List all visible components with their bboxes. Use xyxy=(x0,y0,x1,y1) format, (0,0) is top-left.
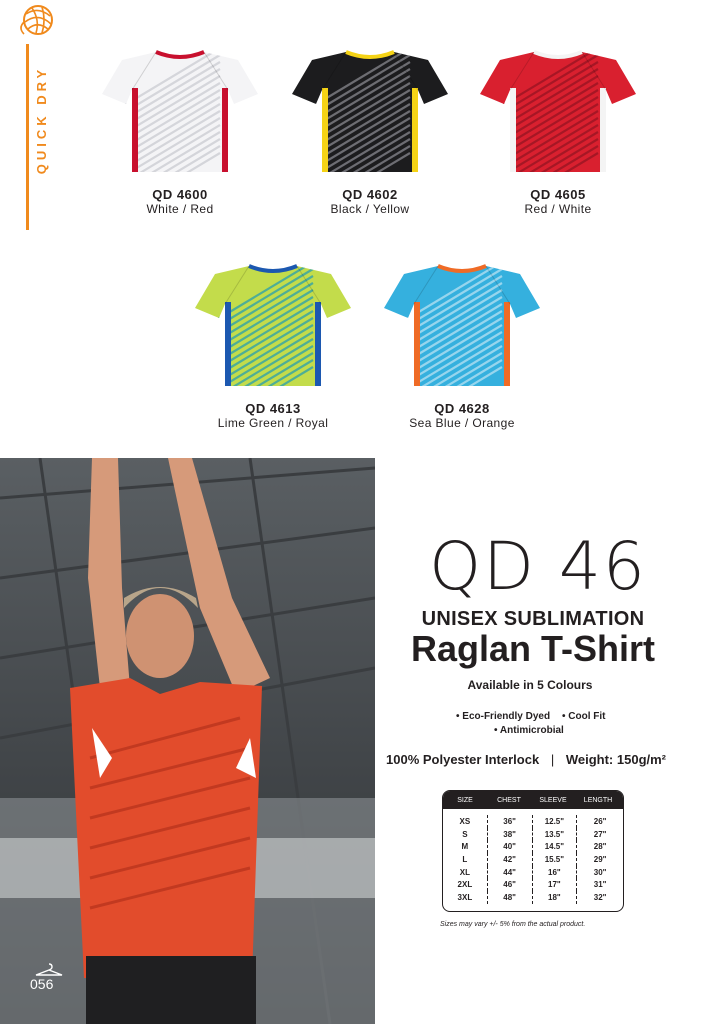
subtitle-sublimation: UNISEX SUBLIMATION xyxy=(421,608,645,630)
table-cell: 29" xyxy=(576,853,623,866)
subtitle-raglan: Raglan T-Shirt xyxy=(410,628,656,669)
table-cell: 38" xyxy=(487,828,532,841)
table-cell: 28" xyxy=(576,840,623,853)
fabric-text: 100% Polyester Interlock xyxy=(386,752,540,767)
weight-text: Weight: 150g/m² xyxy=(565,752,667,767)
header-size: SIZE xyxy=(457,796,473,804)
product-colors: Lime Green / Royal xyxy=(217,416,329,430)
table-cell: S xyxy=(462,829,468,839)
side-accent-line xyxy=(26,44,29,230)
table-row xyxy=(443,828,623,841)
product-colors: White / Red xyxy=(146,202,214,216)
table-cell: 3XL xyxy=(457,892,473,902)
product-colors: Red / White xyxy=(524,202,592,216)
product-colors: Black / Yellow xyxy=(330,202,410,216)
tshirt-image xyxy=(478,38,638,178)
model-title: QD 46 xyxy=(429,528,647,605)
feature-item: • Antimicrobial xyxy=(494,725,564,736)
table-cell: 44" xyxy=(487,866,532,879)
size-table xyxy=(442,790,624,912)
product-card xyxy=(478,38,638,216)
size-table-header xyxy=(443,791,623,809)
header-chest: CHEST xyxy=(497,796,521,804)
product-colors: Sea Blue / Orange xyxy=(409,416,515,430)
product-card xyxy=(382,252,542,430)
tshirt-image xyxy=(193,252,353,392)
size-table-body xyxy=(443,809,623,904)
table-cell: 13.5" xyxy=(532,828,577,841)
header-sleeve: SLEEVE xyxy=(539,796,567,804)
table-row xyxy=(443,840,623,853)
table-row xyxy=(443,866,623,879)
table-cell: 40" xyxy=(487,840,532,853)
product-code: QD 4600 xyxy=(152,187,208,202)
table-cell: M xyxy=(461,842,469,852)
table-cell: 36" xyxy=(487,815,532,828)
table-cell: XL xyxy=(459,867,470,877)
feature-item: • Cool Fit xyxy=(562,711,606,722)
product-code: QD 4628 xyxy=(434,401,490,416)
table-row xyxy=(443,853,623,866)
page-number: 056 xyxy=(30,976,54,992)
table-row xyxy=(443,815,623,828)
table-row xyxy=(443,878,623,891)
yarn-ball-icon xyxy=(16,2,60,42)
table-cell: 48" xyxy=(487,891,532,904)
product-card xyxy=(193,252,353,430)
product-code: QD 4602 xyxy=(342,187,398,202)
table-cell: 12.5" xyxy=(532,815,577,828)
product-card xyxy=(290,38,450,216)
product-card xyxy=(100,38,260,216)
table-cell: 26" xyxy=(576,815,623,828)
table-cell: XS xyxy=(459,816,471,826)
table-cell: 18" xyxy=(532,891,577,904)
tshirt-image xyxy=(290,38,450,178)
availability-text: Available in 5 Colours xyxy=(467,678,593,692)
table-cell: 42" xyxy=(487,853,532,866)
table-row xyxy=(443,891,623,904)
tshirt-image xyxy=(382,252,542,392)
size-note: Sizes may vary +/- 5% from the actual product. xyxy=(440,921,586,928)
table-cell: 15.5" xyxy=(532,853,577,866)
fabric-weight-line: 100% Polyester Interlock | Weight: 150g/m² xyxy=(386,752,667,767)
model-photo xyxy=(0,458,375,1024)
product-code: QD 4605 xyxy=(530,187,586,202)
table-cell: 14.5" xyxy=(532,840,577,853)
tshirt-image xyxy=(100,38,260,178)
table-cell: 27" xyxy=(576,828,623,841)
table-cell: 30" xyxy=(576,866,623,879)
table-cell: 31" xyxy=(576,878,623,891)
table-cell: 32" xyxy=(576,891,623,904)
header-length: LENGTH xyxy=(583,796,613,804)
table-cell: 2XL xyxy=(457,880,473,890)
table-cell: 17" xyxy=(532,878,577,891)
feature-item: • Eco-Friendly Dyed xyxy=(456,711,551,722)
table-cell: L xyxy=(462,854,468,864)
product-code: QD 4613 xyxy=(245,401,301,416)
table-cell: 16" xyxy=(532,866,577,879)
table-cell: 46" xyxy=(487,878,532,891)
hanger-icon xyxy=(34,962,64,976)
quick-dry-label: QUICK DRY xyxy=(34,65,49,175)
